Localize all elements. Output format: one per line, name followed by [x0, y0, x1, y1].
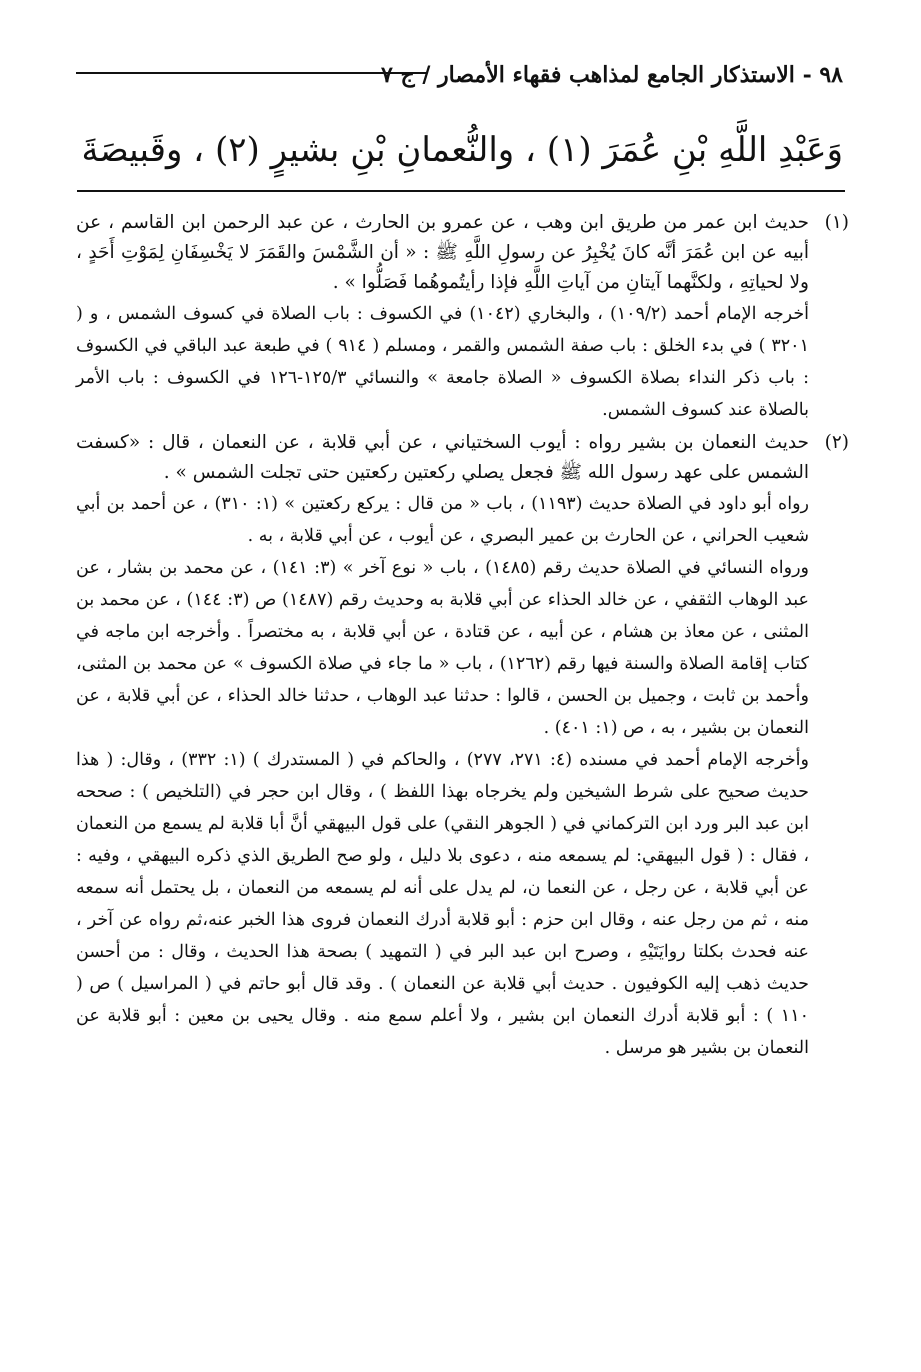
- footnote-separator: [77, 190, 845, 192]
- footnote-1-takhrij: أخرجه الإمام أحمد (١٠٩/٢) ، والبخاري (١٠٤٢) في الكسوف : باب الصلاة في كسوف الشمس ، و ( ٣٢٠١ ) في بدء الخلق : باب صفة الشمس والقمر ، ومسلم ( ٩١٤ ) في طبعة عبد الباقي في الكسوف : باب ذكر النداء بصلاة الكسوف « الصلاة جامعة » والنسائي ١٢٥/٣-١٢٦ في الكسوف : باب الأمر بالصلاة عند كسوف الشمس.: [76, 304, 809, 420]
- footnote-2: [76, 428, 849, 488]
- footnote-2-para-3: وأخرجه الإمام أحمد في مسنده (٤: ٢٧١، ٢٧٧) ، والحاكم في ( المستدرك ) (١: ٣٣٢) ، وقال: ( هذا حديث صحيح على شرط الشيخين ولم يخرجاه بهذا اللفظ ) ، وقال ابن حجر في (التلخيص ) : صححه ابن عبد البر ورد ابن التركماني في ( الجوهر النقي) على قول البيهقي أنَّ أبا قلابة لم يسمع من النعمان ، فقال : ( قول البيهقي: لم يسمعه منه ، دعوى بلا دليل ، ولو صح الطريق الذي ذكره البيهقي ، وفيه : عن أبي قلابة ، عن رجل ، عن النعما ن، لم يدل على أنه لم يسمعه من النعمان ، بل يحتمل أنه سمعه منه ، ثم من رجل عنه ، وقال ابن حزم : أبو قلابة أدرك النعمان فروى هذا الخبر عنه،ثم رواه عن آخر ، عنه فحدث بكلتا روايَتَيْهِ ، وصرح ابن عبد البر في ( التمهيد ) بصحة هذا الحديث ، وقال : من أحسن حديث ذهب إليه الكوفيون . حديث أبي قلابة عن النعمان ) . وقد قال أبو حاتم في ( المراسيل ) ص ( ١١٠ ) : أبو قلابة أدرك النعمان ابن بشير ، ولا أعلم سمع منه . وقال يحيى بن معين : أبو قلابة عن النعمان بن بشير هو مرسل .: [76, 750, 809, 1058]
- footnote-number: (٢): [824, 432, 849, 453]
- footnote-2-para-2: ورواه النسائي في الصلاة حديث رقم (١٤٨٥) ، باب « نوع آخر » (٣: ١٤١) ، عن محمد بن بشار ، عن عبد الوهاب الثقفي ، عن خالد الحذاء عن أبي قلابة به وحديث رقم (١٤٨٧) ص (٣: ١٤٤) ، عن محمد بن المثنى ، عن معاذ بن هشام ، عن أبيه ، عن قتادة ، عن أبي قلابة ، به مختصراً . وأخرجه ابن ماجه في كتاب إقامة الصلاة والسنة فيها رقم (١٢٦٢) ، باب « ما جاء في صلاة الكسوف » عن محمد بن المثنى، وأحمد بن ثابت ، وجميل بن الحسن ، قالوا : حدثنا عبد الوهاب ، حدثنا خالد الحذاء ، عن أبي قلابة ، عن النعمان بن بشير ، به ، ص (١: ٤٠١) .: [76, 558, 809, 738]
- footnote-text: حديث ابن عمر من طريق ابن وهب ، عن عمرو بن الحارث ، عن عبد الرحمن ابن القاسم ، عن أبيه عن ابن عُمَرَ أنَّه كانَ يُخْبِرُ عن رسولِ اللَّهِ ﷺ : « أن الشَّمْسَ والقَمَرَ لا يَخْسِفَانِ لِمَوْتِ أَحَدٍ ، ولا لحياتِهِ ، ولكنَّهما آيتانِ من آياتِ اللَّهِ فإذا رأيتُموهُما فَصَلُّوا » .: [76, 212, 809, 293]
- main-text-line: وَعَبْدِ اللَّهِ بْنِ عُمَرَ (١) ، والنُّعمانِ بْنِ بشيرٍ (٢) ، وقَبيصَةَ: [81, 130, 843, 170]
- footnote-1: [76, 208, 849, 298]
- header-rule: [76, 72, 426, 74]
- footnote-number: (١): [824, 212, 849, 233]
- footnote-text: حديث النعمان بن بشير رواه : أيوب السختياني ، عن أبي قلابة ، عن النعمان ، قال : «كسفت الشمس على عهد رسول الله ﷺ فجعل يصلي ركعتين ركعتين حتى تجلت الشمس » .: [76, 432, 809, 483]
- running-header: ٩٨ - الاستذكار الجامع لمذاهب فقهاء الأمصار / ج ٧: [380, 62, 843, 88]
- footnote-2-para-1: رواه أبو داود في الصلاة حديث (١١٩٣) ، باب « من قال : يركع ركعتين » (١: ٣١٠) ، عن أحمد بن أبي شعيب الحراني ، عن الحارث بن عمير البصري ، عن أيوب ، عن أبي قلابة ، به .: [76, 494, 809, 546]
- footnotes: [76, 208, 849, 1064]
